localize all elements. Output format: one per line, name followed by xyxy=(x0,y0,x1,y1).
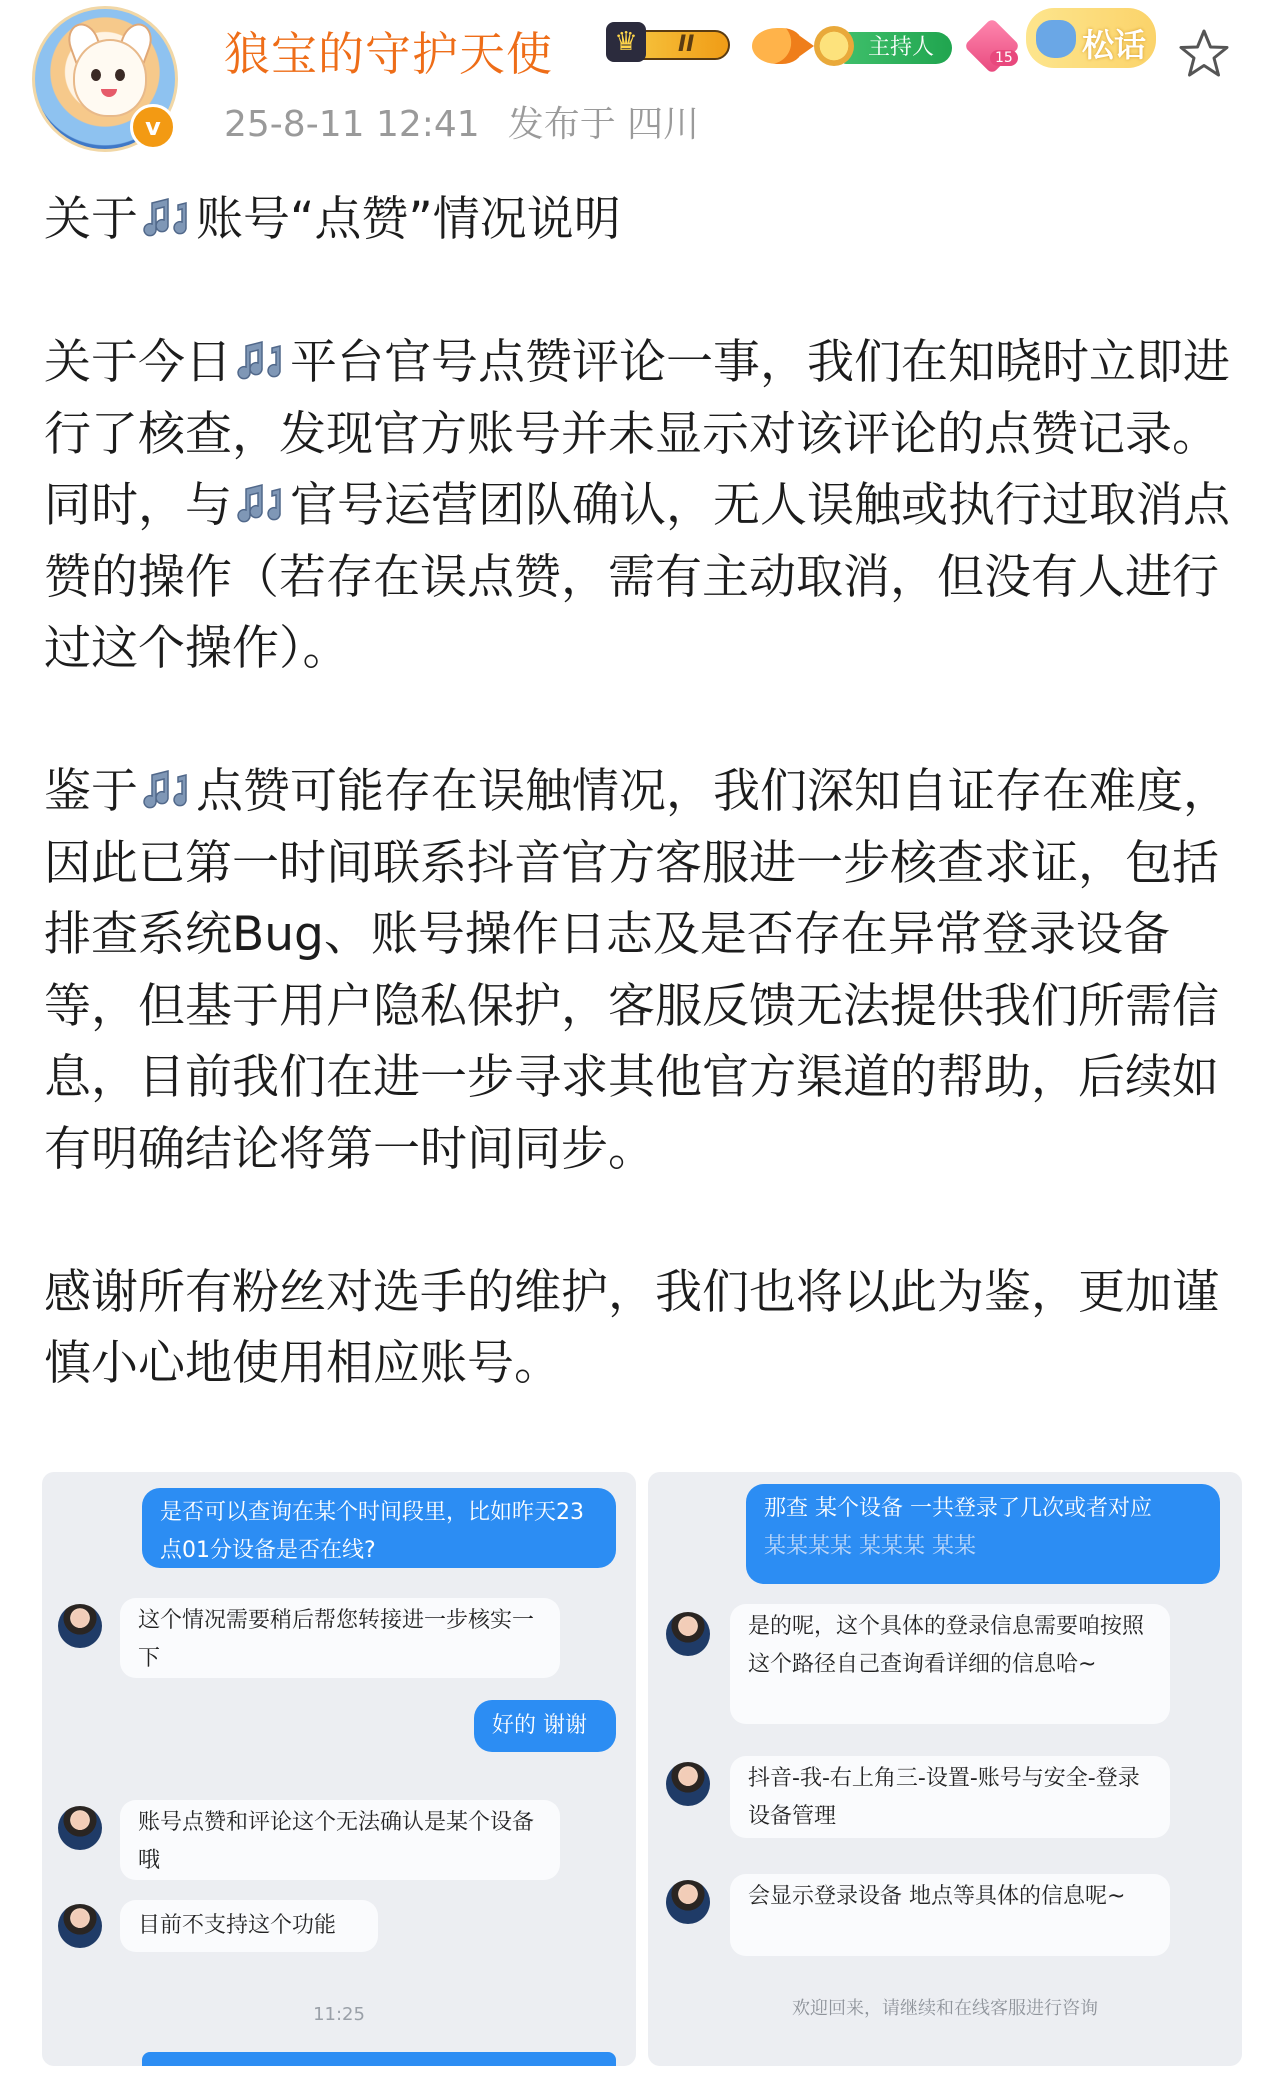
post-meta xyxy=(224,96,699,147)
crown-level-icon xyxy=(606,22,736,66)
avatar-face xyxy=(73,39,147,117)
para2-text-a: 鉴于 xyxy=(44,764,138,819)
star-icon[interactable] xyxy=(1176,26,1232,82)
agent-avatar xyxy=(666,1762,710,1806)
avatar-eye xyxy=(91,69,101,81)
talk-badge-label: 松话 xyxy=(1082,26,1147,64)
agent-avatar xyxy=(58,1904,102,1948)
fish-icon xyxy=(752,28,802,64)
crown-icon: ♛ xyxy=(606,22,646,62)
post-paragraph-3: 感谢所有粉丝对选手的维护，我们也将以此为鉴，更加谨慎小心地使用相应账号。 xyxy=(44,1264,1219,1391)
level-badge-text: II xyxy=(678,32,695,57)
chat-message-blurred-text: 某某某某 某某某 某某 xyxy=(764,1534,976,1559)
para2-text-b: 点赞可能存在误触情况，我们深知自证存在难度，因此已第一时间联系抖音官方客服进一步核查求证，包括排查系统Bug、账号操作日志及是否存在异常登录设备等，但基于用户隐私保护，客服反馈无法提供我们所需信息，目前我们在进一步寻求其他官方渠道的帮助，后续如有明确结论将第一时间同步。 xyxy=(44,764,1230,1177)
chat-message-incoming: 是的呢，这个具体的登录信息需要咱按照这个路径自己查询看详细的信息哈~ xyxy=(730,1604,1170,1724)
gem-icon xyxy=(968,20,1024,70)
post-paragraph-2 xyxy=(44,756,1244,1185)
music-note-icon xyxy=(232,483,290,525)
gem-count: 15 xyxy=(990,50,1018,66)
music-note-icon xyxy=(138,197,196,239)
chat-message-text: 那查 某个设备 一共登录了几次或者对应 xyxy=(764,1496,1152,1521)
username[interactable]: 狼宝的守护天使 xyxy=(224,27,553,81)
post-location: 发布于 四川 xyxy=(507,104,700,145)
post-title xyxy=(44,184,1244,256)
music-note-icon xyxy=(232,340,290,382)
host-badge-icon xyxy=(814,26,954,68)
verified-v-icon: v xyxy=(130,104,176,150)
chat-message-incoming: 抖音-我-右上角三-设置-账号与安全-登录设备管理 xyxy=(730,1756,1170,1838)
chat-message-outgoing xyxy=(746,1484,1220,1584)
music-note-icon xyxy=(138,769,196,811)
title-suffix: 账号“点赞”情况说明 xyxy=(196,192,621,247)
host-badge-label: 主持人 xyxy=(842,32,952,64)
host-badge-emblem xyxy=(814,26,854,66)
agent-avatar xyxy=(58,1806,102,1850)
chat-message-incoming: 这个情况需要稍后帮您转接进一步核实一下 xyxy=(120,1598,560,1678)
chat-system-tip: 欢迎回来，请继续和在线客服进行咨询 xyxy=(792,1998,1098,2019)
post-paragraph-1 xyxy=(44,327,1244,685)
post-timestamp: 25-8-11 12:41 xyxy=(224,104,480,145)
talk-badge-icon xyxy=(1026,8,1156,68)
agent-avatar xyxy=(666,1612,710,1656)
chat-message-incoming: 账号点赞和评论这个无法确认是某个设备哦 xyxy=(120,1800,560,1880)
chat-bubble-partial xyxy=(142,2052,616,2066)
post-body xyxy=(44,184,1244,1400)
chat-message-outgoing: 是否可以查询在某个时间段里，比如昨天23点01分设备是否在线? xyxy=(142,1488,616,1568)
title-prefix: 关于 xyxy=(44,192,138,247)
chat-screenshot-left[interactable] xyxy=(42,1472,636,2066)
avatar-eye xyxy=(115,69,125,81)
para1-text-a: 关于今日 xyxy=(44,335,232,390)
agent-avatar xyxy=(666,1880,710,1924)
chat-timestamp: 11:25 xyxy=(313,2004,365,2025)
para1-text-b: 平台官号点赞评论一事，我们在知晓时立即进行了核查，发现官方账号并未显示对该评论的点赞记录。同时，与 xyxy=(44,335,1230,533)
chat-message-outgoing: 好的 谢谢 xyxy=(474,1700,616,1752)
para1-text-c: 官号运营团队确认，无人误触或执行过取消点赞的操作（若存在误点赞，需有主动取消，但没有人进行过这个操作）。 xyxy=(44,478,1230,676)
post-header xyxy=(0,0,1280,160)
chat-message-incoming: 会显示登录设备 地点等具体的信息呢~ xyxy=(730,1874,1170,1956)
chat-message-incoming: 目前不支持这个功能 xyxy=(120,1900,378,1952)
chat-screenshot-right[interactable] xyxy=(648,1472,1242,2066)
talk-badge-cat xyxy=(1036,20,1076,58)
agent-avatar xyxy=(58,1604,102,1648)
